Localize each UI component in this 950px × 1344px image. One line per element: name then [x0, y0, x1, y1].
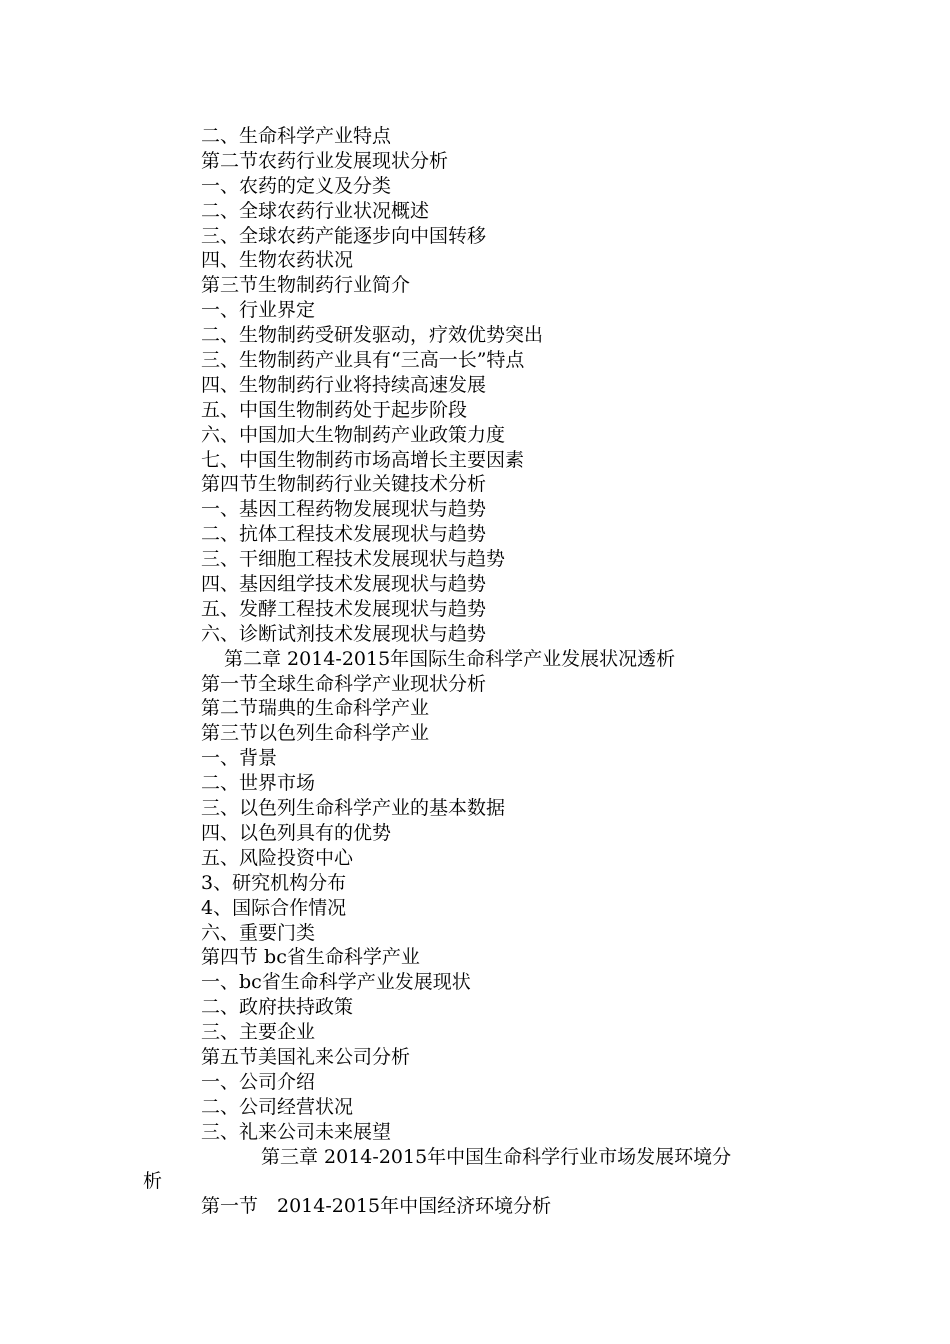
toc-line: 七、中国生物制药市场高增长主要因素 — [201, 448, 525, 471]
toc-line: 一、行业界定 — [201, 299, 316, 322]
toc-line: 二、世界市场 — [201, 772, 316, 795]
toc-line: 3、研究机构分布 — [201, 871, 347, 894]
toc-line: 五、发酵工程技术发展现状与趋势 — [201, 597, 487, 620]
toc-line: 四、生物制药行业将持续高速发展 — [201, 373, 487, 396]
toc-line: 六、中国加大生物制药产业政策力度 — [201, 423, 506, 446]
toc-line: 三、全球农药产能逐步向中国转移 — [201, 224, 487, 247]
toc-section-heading: 第三节生物制药行业简介 — [201, 274, 411, 297]
toc-section-heading: 第二节瑞典的生命科学产业 — [201, 697, 430, 720]
toc-section-heading: 第一节全球生命科学产业现状分析 — [201, 672, 487, 695]
toc-line: 一、基因工程药物发展现状与趋势 — [201, 498, 487, 521]
toc-line: 一、农药的定义及分类 — [201, 174, 392, 197]
toc-chapter-heading: 第二章 2014-2015年国际生命科学产业发展状况透析 — [224, 647, 676, 670]
toc-line: 4、国际合作情况 — [201, 896, 347, 919]
toc-line: 一、bc省生命科学产业发展现状 — [201, 971, 471, 994]
toc-section-heading: 第四节生物制药行业关键技术分析 — [201, 473, 487, 496]
toc-line: 三、以色列生命科学产业的基本数据 — [201, 797, 506, 820]
table-of-contents — [0, 124, 950, 1219]
toc-line: 二、政府扶持政策 — [201, 996, 354, 1019]
toc-chapter-heading: 第三章 2014-2015年中国生命科学行业市场发展环境分 — [261, 1145, 732, 1168]
toc-section-heading: 第四节 bc省生命科学产业 — [201, 946, 420, 969]
toc-line: 三、干细胞工程技术发展现状与趋势 — [201, 548, 506, 571]
toc-line: 四、生物农药状况 — [201, 249, 354, 272]
toc-line: 三、主要企业 — [201, 1021, 316, 1044]
toc-line: 四、基因组学技术发展现状与趋势 — [201, 573, 487, 596]
toc-line: 六、诊断试剂技术发展现状与趋势 — [201, 622, 487, 645]
toc-line: 二、抗体工程技术发展现状与趋势 — [201, 523, 487, 546]
toc-line: 一、公司介绍 — [201, 1070, 316, 1093]
toc-line: 五、风险投资中心 — [201, 846, 354, 869]
toc-line: 二、生命科学产业特点 — [201, 125, 392, 147]
toc-section-heading: 第五节美国礼来公司分析 — [201, 1045, 411, 1068]
toc-line: 二、生物制药受研发驱动，疗效优势突出 — [201, 324, 544, 347]
toc-line: 二、公司经营状况 — [201, 1095, 354, 1118]
toc-section-heading: 第二节农药行业发展现状分析 — [201, 149, 449, 172]
toc-line: 三、生物制药产业具有“三高一长”特点 — [201, 349, 525, 372]
toc-line: 二、全球农药行业状况概述 — [201, 199, 430, 222]
toc-line: 四、以色列具有的优势 — [201, 821, 392, 844]
toc-chapter-heading-continuation: 析 — [143, 1170, 163, 1193]
toc-section-heading: 第三节以色列生命科学产业 — [201, 722, 430, 745]
toc-line: 一、背景 — [201, 747, 278, 770]
toc-line: 三、礼来公司未来展望 — [201, 1120, 392, 1143]
toc-line: 六、重要门类 — [201, 921, 316, 944]
toc-section-heading: 第一节 2014-2015年中国经济环境分析 — [201, 1195, 552, 1218]
toc-line: 五、中国生物制药处于起步阶段 — [201, 398, 468, 421]
